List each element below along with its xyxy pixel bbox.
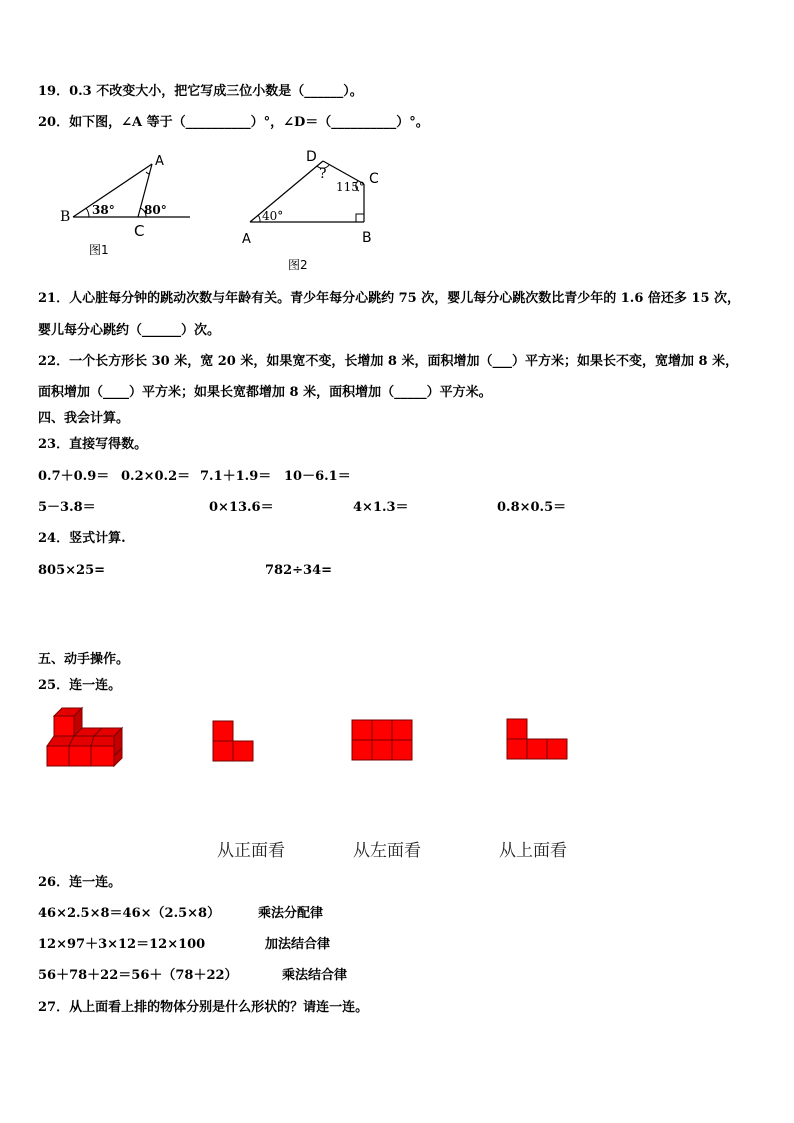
- q26-expr-1: 46×2.5×8＝46×（2.5×8）: [38, 906, 221, 921]
- q26-law-2: 加法结合律: [265, 937, 331, 952]
- fig2-label-b: B: [362, 230, 372, 246]
- q26-law-3: 乘法结合律: [282, 968, 348, 983]
- cube-assembly-3d: [44, 706, 134, 772]
- question-21-line-2: 婴儿每分心跳约（______）次。: [38, 323, 221, 338]
- q24-item-2: 782÷34=: [265, 563, 333, 578]
- fig2-angle-d: ?: [319, 166, 327, 182]
- fig2-angle-a: 40°: [262, 209, 284, 223]
- view-shape-long-l: [506, 718, 568, 760]
- fig1-angle-b: 38°: [92, 203, 115, 217]
- q23-item-1: 0.7＋0.9＝: [38, 469, 110, 484]
- fig1-caption: 图1: [89, 243, 109, 257]
- q26-expr-3: 56＋78＋22＝56＋（78＋22）: [38, 968, 238, 983]
- fig2-caption: 图2: [288, 258, 308, 272]
- q23-item-3: 7.1＋1.9＝: [200, 469, 272, 484]
- q23-item-5: 5－3.8＝: [38, 500, 96, 515]
- fig1-label-c: C: [134, 222, 145, 240]
- q26-expr-2: 12×97＋3×12＝12×100: [38, 937, 206, 952]
- q23-item-2: 0.2×0.2＝: [121, 469, 191, 484]
- view-shape-rectangle: [351, 719, 413, 761]
- section-4-heading: 四、我会计算。: [38, 411, 130, 426]
- q24-item-1: 805×25=: [38, 563, 106, 578]
- q23-item-6: 0×13.6＝: [209, 500, 274, 515]
- q26-law-1: 乘法分配律: [258, 906, 324, 921]
- figure-2-quadrilateral: [238, 145, 388, 275]
- question-26: 26．连一连。: [38, 875, 122, 890]
- q23-item-4: 10－6.1＝: [284, 469, 351, 484]
- view-label-top: 从上面看: [499, 841, 567, 861]
- section-5-heading: 五、动手操作。: [38, 652, 130, 667]
- question-23: 23．直接写得数。: [38, 437, 148, 452]
- fig2-angle-c: 115°: [336, 180, 365, 194]
- fig1-label-a: A: [155, 154, 164, 169]
- q23-item-8: 0.8×0.5＝: [497, 500, 567, 515]
- fig1-angle-c: 80°: [144, 203, 167, 217]
- question-25: 25．连一连。: [38, 678, 122, 693]
- fig2-label-c: C: [369, 171, 379, 187]
- fig2-label-a: A: [242, 232, 251, 247]
- question-22-line-2: 面积增加（____）平方米；如果长宽都增加 8 米，面积增加（_____）平方米。: [38, 385, 492, 400]
- view-label-front: 从正面看: [217, 841, 285, 861]
- fig2-label-d: D: [306, 149, 317, 165]
- view-shape-l: [212, 720, 256, 762]
- figure-1-triangle: [55, 150, 195, 260]
- question-19: 19．0.3 不改变大小，把它写成三位小数是（______）。: [38, 84, 363, 99]
- question-20: 20．如下图，∠A 等于（__________）°，∠D＝（__________）°。: [38, 115, 429, 130]
- fig1-label-b: B: [60, 209, 71, 225]
- view-label-left: 从左面看: [353, 841, 421, 861]
- question-21-line-1: 21．人心脏每分钟的跳动次数与年龄有关。青少年每分心跳约 75 次，婴儿每分心跳次数比青少年的 1.6 倍还多 15 次，: [38, 291, 741, 306]
- q23-item-7: 4×1.3＝: [353, 500, 409, 515]
- question-24: 24．竖式计算.: [38, 531, 126, 546]
- question-22-line-1: 22．一个长方形长 30 米，宽 20 米，如果宽不变，长增加 8 米，面积增加（___）平方米；如果长不变，宽增加 8 米，: [38, 354, 739, 369]
- question-27: 27．从上面看上排的物体分别是什么形状的？请连一连。: [38, 1000, 369, 1015]
